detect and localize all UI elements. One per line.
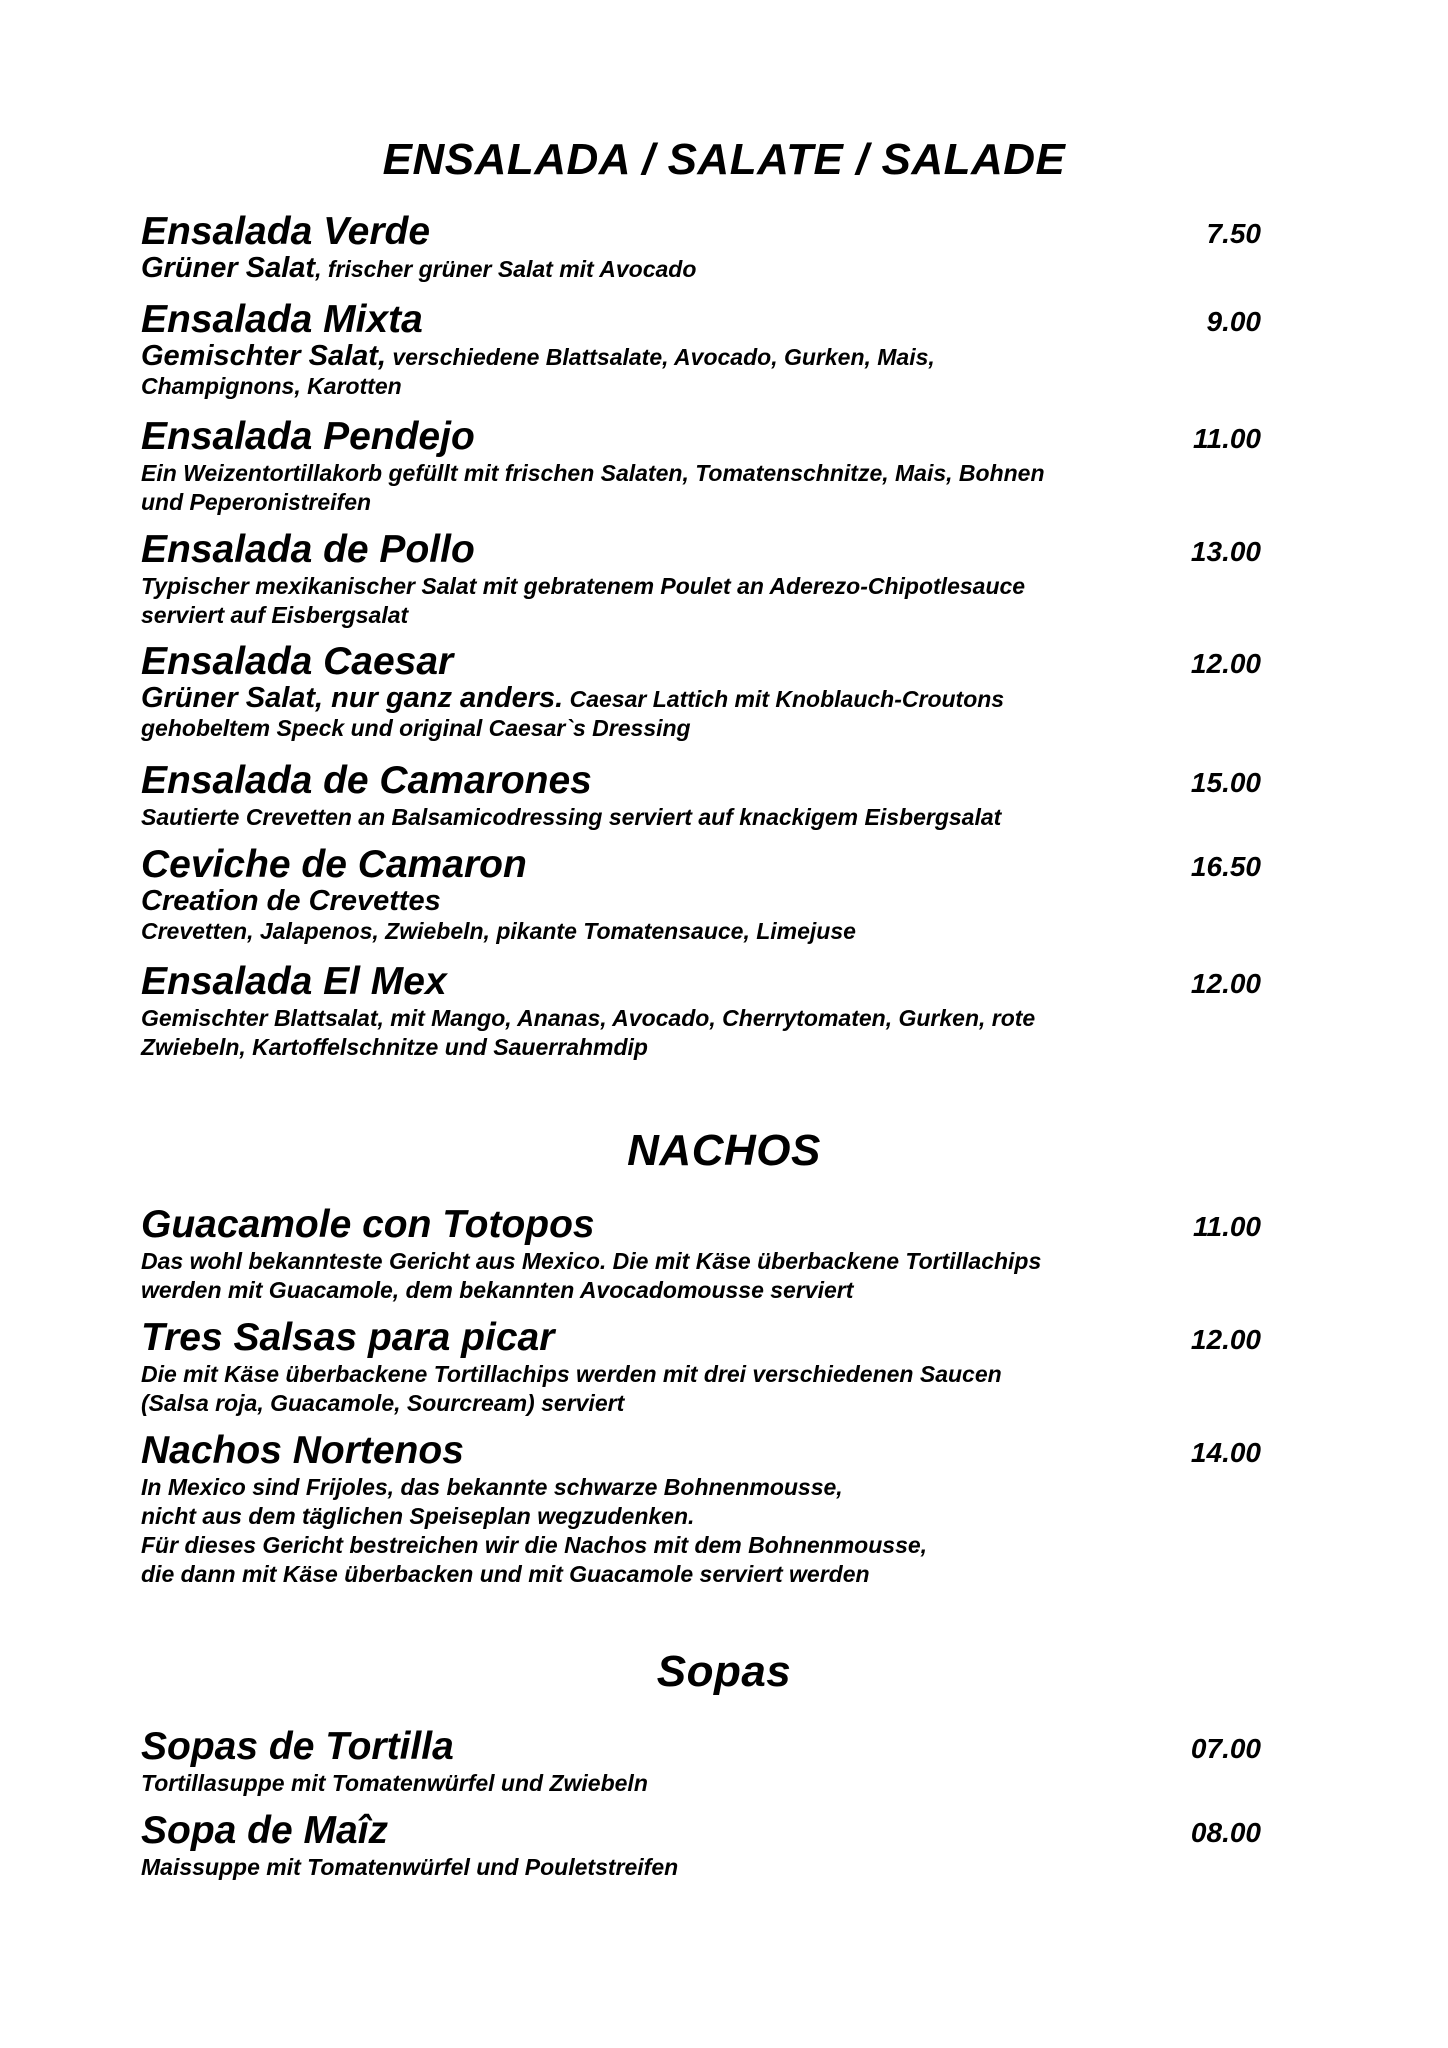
- item-description: Maissuppe mit Tomatenwürfel und Pouletstreifen: [141, 1854, 679, 1880]
- item-description: Die mit Käse überbackene Tortillachips werden mit drei verschiedenen Saucen: [141, 1361, 1002, 1387]
- item-description-line2: gehobeltem Speck und original Caesar`s Dressing: [141, 715, 691, 741]
- item-price: 12.00: [1190, 968, 1261, 999]
- item-desc-text: verschiedene Blattsalate, Avocado, Gurken, Mais,: [386, 344, 935, 370]
- menu-item: [141, 1809, 1261, 1882]
- item-description-line2: Zwiebeln, Kartoffelschnitze und Sauerrahmdip: [141, 1034, 648, 1060]
- item-description: [141, 684, 1261, 714]
- item-price: 07.00: [1190, 1733, 1261, 1764]
- item-name: Tres Salsas para picar: [141, 1316, 555, 1359]
- item-name: Ensalada Verde: [141, 210, 431, 253]
- menu-item: [141, 1725, 1261, 1798]
- menu-item: [141, 1316, 1261, 1418]
- item-description-line2: (Salsa roja, Guacamole, Sourcream) serviert: [141, 1390, 625, 1416]
- item-lead: Creation de Crevettes: [141, 885, 441, 917]
- item-desc-text: , frischer grüner Salat mit Avocado: [315, 256, 697, 282]
- item-price: 12.00: [1190, 648, 1261, 679]
- item-price: 9.00: [1206, 306, 1261, 337]
- item-description-line4: die dann mit Käse überbacken und mit Guacamole serviert werden: [141, 1561, 870, 1587]
- section-title-ensalada: ENSALADA / SALATE / SALADE: [382, 135, 1066, 184]
- item-description: [141, 342, 1261, 372]
- menu-item: [141, 528, 1261, 630]
- item-price: 16.50: [1190, 851, 1261, 882]
- item-price: 14.00: [1190, 1437, 1261, 1468]
- item-description-line2: und Peperonistreifen: [141, 489, 372, 515]
- item-price: 7.50: [1206, 218, 1261, 249]
- menu-item: [141, 759, 1261, 832]
- item-lead: Grüner Salat: [141, 252, 316, 284]
- menu-item: [141, 960, 1261, 1062]
- item-price: 12.00: [1190, 1324, 1261, 1355]
- item-desc-text: Caesar Lattich mit Knoblauch-Croutons: [563, 686, 1005, 712]
- item-name: Guacamole con Totopos: [141, 1203, 595, 1246]
- item-description: Sautierte Crevetten an Balsamicodressing serviert auf knackigem Eisbergsalat: [141, 804, 1002, 830]
- item-description-line2: nicht aus dem täglichen Speiseplan wegzudenken.: [141, 1503, 695, 1529]
- item-price: 11.00: [1193, 423, 1261, 454]
- item-description: Typischer mexikanischer Salat mit gebratenem Poulet an Aderezo-Chipotlesauce: [141, 573, 1026, 599]
- item-description: In Mexico sind Frijoles, das bekannte schwarze Bohnenmousse,: [141, 1474, 843, 1500]
- item-lead: Gemischter Salat,: [141, 340, 386, 372]
- item-description-line2: serviert auf Eisbergsalat: [141, 602, 409, 628]
- item-name: Nachos Nortenos: [141, 1429, 464, 1472]
- item-description-line2: Champignons, Karotten: [141, 373, 402, 399]
- item-description: [141, 254, 1261, 284]
- menu-item: [141, 1203, 1261, 1305]
- menu-item: [141, 640, 1261, 743]
- item-name: Ensalada El Mex: [141, 960, 447, 1003]
- menu-item: [141, 298, 1261, 401]
- item-name: Ensalada Pendejo: [141, 415, 475, 458]
- item-name: Ensalada Mixta: [141, 298, 423, 341]
- item-description-line2: Crevetten, Jalapenos, Zwiebeln, pikante Tomatensauce, Limejuse: [141, 918, 856, 944]
- item-description: Tortillasuppe mit Tomatenwürfel und Zwiebeln: [141, 1770, 648, 1796]
- menu-item: [141, 210, 1261, 284]
- item-price: 15.00: [1190, 767, 1261, 798]
- item-price: 11.00: [1193, 1211, 1261, 1242]
- item-name: Sopa de Maîz: [141, 1809, 389, 1852]
- item-name: Ceviche de Camaron: [141, 843, 527, 886]
- item-name: Ensalada de Camarones: [141, 759, 592, 802]
- menu-item: [141, 415, 1261, 517]
- section-title-sopas: Sopas: [656, 1647, 792, 1696]
- item-price: 08.00: [1190, 1817, 1261, 1848]
- item-name: Sopas de Tortilla: [141, 1725, 454, 1768]
- item-name: Ensalada de Pollo: [141, 528, 475, 571]
- item-description: Ein Weizentortillakorb gefüllt mit frischen Salaten, Tomatenschnitze, Mais, Bohnen: [141, 460, 1045, 486]
- item-name: Ensalada Caesar: [141, 640, 454, 683]
- item-description: [141, 887, 1261, 917]
- item-price: 13.00: [1190, 536, 1261, 567]
- item-description: Gemischter Blattsalat, mit Mango, Ananas, Avocado, Cherrytomaten, Gurken, rote: [141, 1005, 1036, 1031]
- item-lead: Grüner Salat, nur ganz anders.: [141, 682, 564, 714]
- item-description-line3: Für dieses Gericht bestreichen wir die Nachos mit dem Bohnenmousse,: [141, 1532, 928, 1558]
- menu-item: [141, 843, 1261, 946]
- item-description: Das wohl bekannteste Gericht aus Mexico. Die mit Käse überbackene Tortillachips: [141, 1248, 1042, 1274]
- section-title-nachos: NACHOS: [627, 1126, 821, 1175]
- item-description-line2: werden mit Guacamole, dem bekannten Avocadomousse serviert: [141, 1277, 854, 1303]
- menu-item: [141, 1429, 1261, 1589]
